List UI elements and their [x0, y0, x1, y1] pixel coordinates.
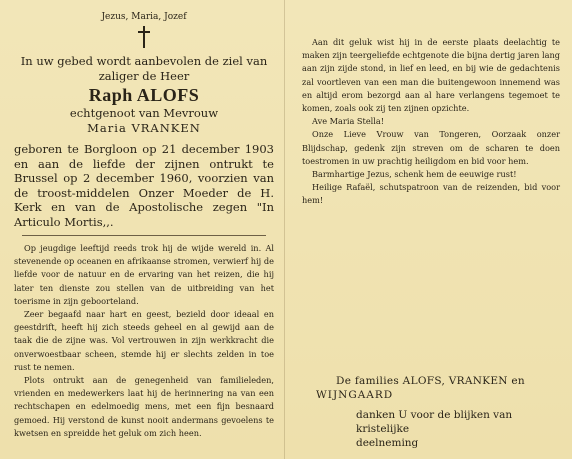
- right-panel: [296, 0, 564, 449]
- families-line-1: De families ALOFS, VRANKEN en: [336, 375, 525, 387]
- intro-line-1: In uw gebed wordt aanbevolen de ziel van: [20, 54, 268, 68]
- prayer-rafael: Heilige Rafaël, schutspatroon van de reizenden, bid voor hem!: [302, 182, 560, 206]
- spouse-intro: echtgenoot van Mevrouw: [69, 106, 219, 120]
- prayer-tongeren: Onze Lieve Vrouw van Tongeren, Oorzaak onzer Blijdschap, gedenk zijn streven om de scharen te doen toestromen in uw prachtig heiligdom en bid voor hem.: [302, 129, 560, 166]
- divider-rule: [22, 235, 266, 236]
- card-fold-line: [284, 0, 285, 459]
- memoir-paragraph-3: Plots ontrukt aan de genegenheid van familieleden, vrienden en medewerkers laat hij de herinnering na van een rechtschapen en edelmoedig mens, met een fijn besnaard gemoed. Hij verstond de kunst nooit andermans gevoelens te kwetsen en spreidde het geluk om zich heen.: [14, 375, 274, 438]
- prayer-paragraph-1: Aan dit geluk wist hij in de eerste plaats deelachtig te maken zijn teergeliefde echtgenote die bijna dertig jaren lang aan zijn zijde stond, in lief en leed, en bij wie de gedachtenis zal voortleven van een man die buitengewoon innemend was en altijd erom bezorgd aan al hare verlangens tegemoet te komen, zoals ook zij ten zijnen opzichte.: [302, 37, 560, 114]
- memoir-text: [14, 242, 274, 440]
- prayer-jezus: Barmhartige Jezus, schenk hem de eeuwige rust!: [312, 169, 517, 180]
- intro-line-2: zaliger de Heer: [98, 69, 190, 83]
- spouse-name: Maria VRANKEN: [87, 121, 201, 135]
- invocation: Jezus, Maria, Jozef: [101, 12, 187, 22]
- prayer-text: [302, 36, 560, 208]
- prayer-ave-maria: Ave Maria Stella!: [312, 116, 385, 127]
- biography-paragraph: geboren te Borgloon op 21 december 1903 en aan de liefde der zijnen ontrukt te Brussel op 2 december 1960, voorzien van de troost-middelen Onzer Moeder de H. Kerk en van de Apostolische zegen "In Articulo Mortis,,.: [14, 142, 274, 229]
- thanks-line-2: deelneming: [356, 437, 419, 449]
- latin-cross-icon: [137, 26, 151, 48]
- thanks-line-1: danken U voor de blijken van kristelijke: [356, 409, 513, 435]
- families-line-2: WIJNGAARD: [316, 389, 394, 401]
- family-thanks: [316, 374, 556, 450]
- left-panel: [8, 0, 280, 440]
- deceased-name: Raph ALOFS: [88, 85, 200, 105]
- memoir-paragraph-2: Zeer begaafd naar hart en geest, bezield door ideaal en geestdrift, heeft hij zich steeds geheel en al gewijd aan de taak die de zijne was. Vol vertrouwen in zijn werkkracht die onverwoestbaar scheen, stemde hij er slechts zelden in toe rust te nemen.: [14, 309, 274, 372]
- memoir-paragraph-1: Op jeugdige leeftijd reeds trok hij de wijde wereld in. Al stevenende op oceanen en afrikaanse stromen, verwierf hij de liefde voor de natuur en de ervaring van het reizen, die hij later ten dienste zou stellen van de uitbreiding van het toerisme in zijn geboorteland.: [14, 243, 274, 306]
